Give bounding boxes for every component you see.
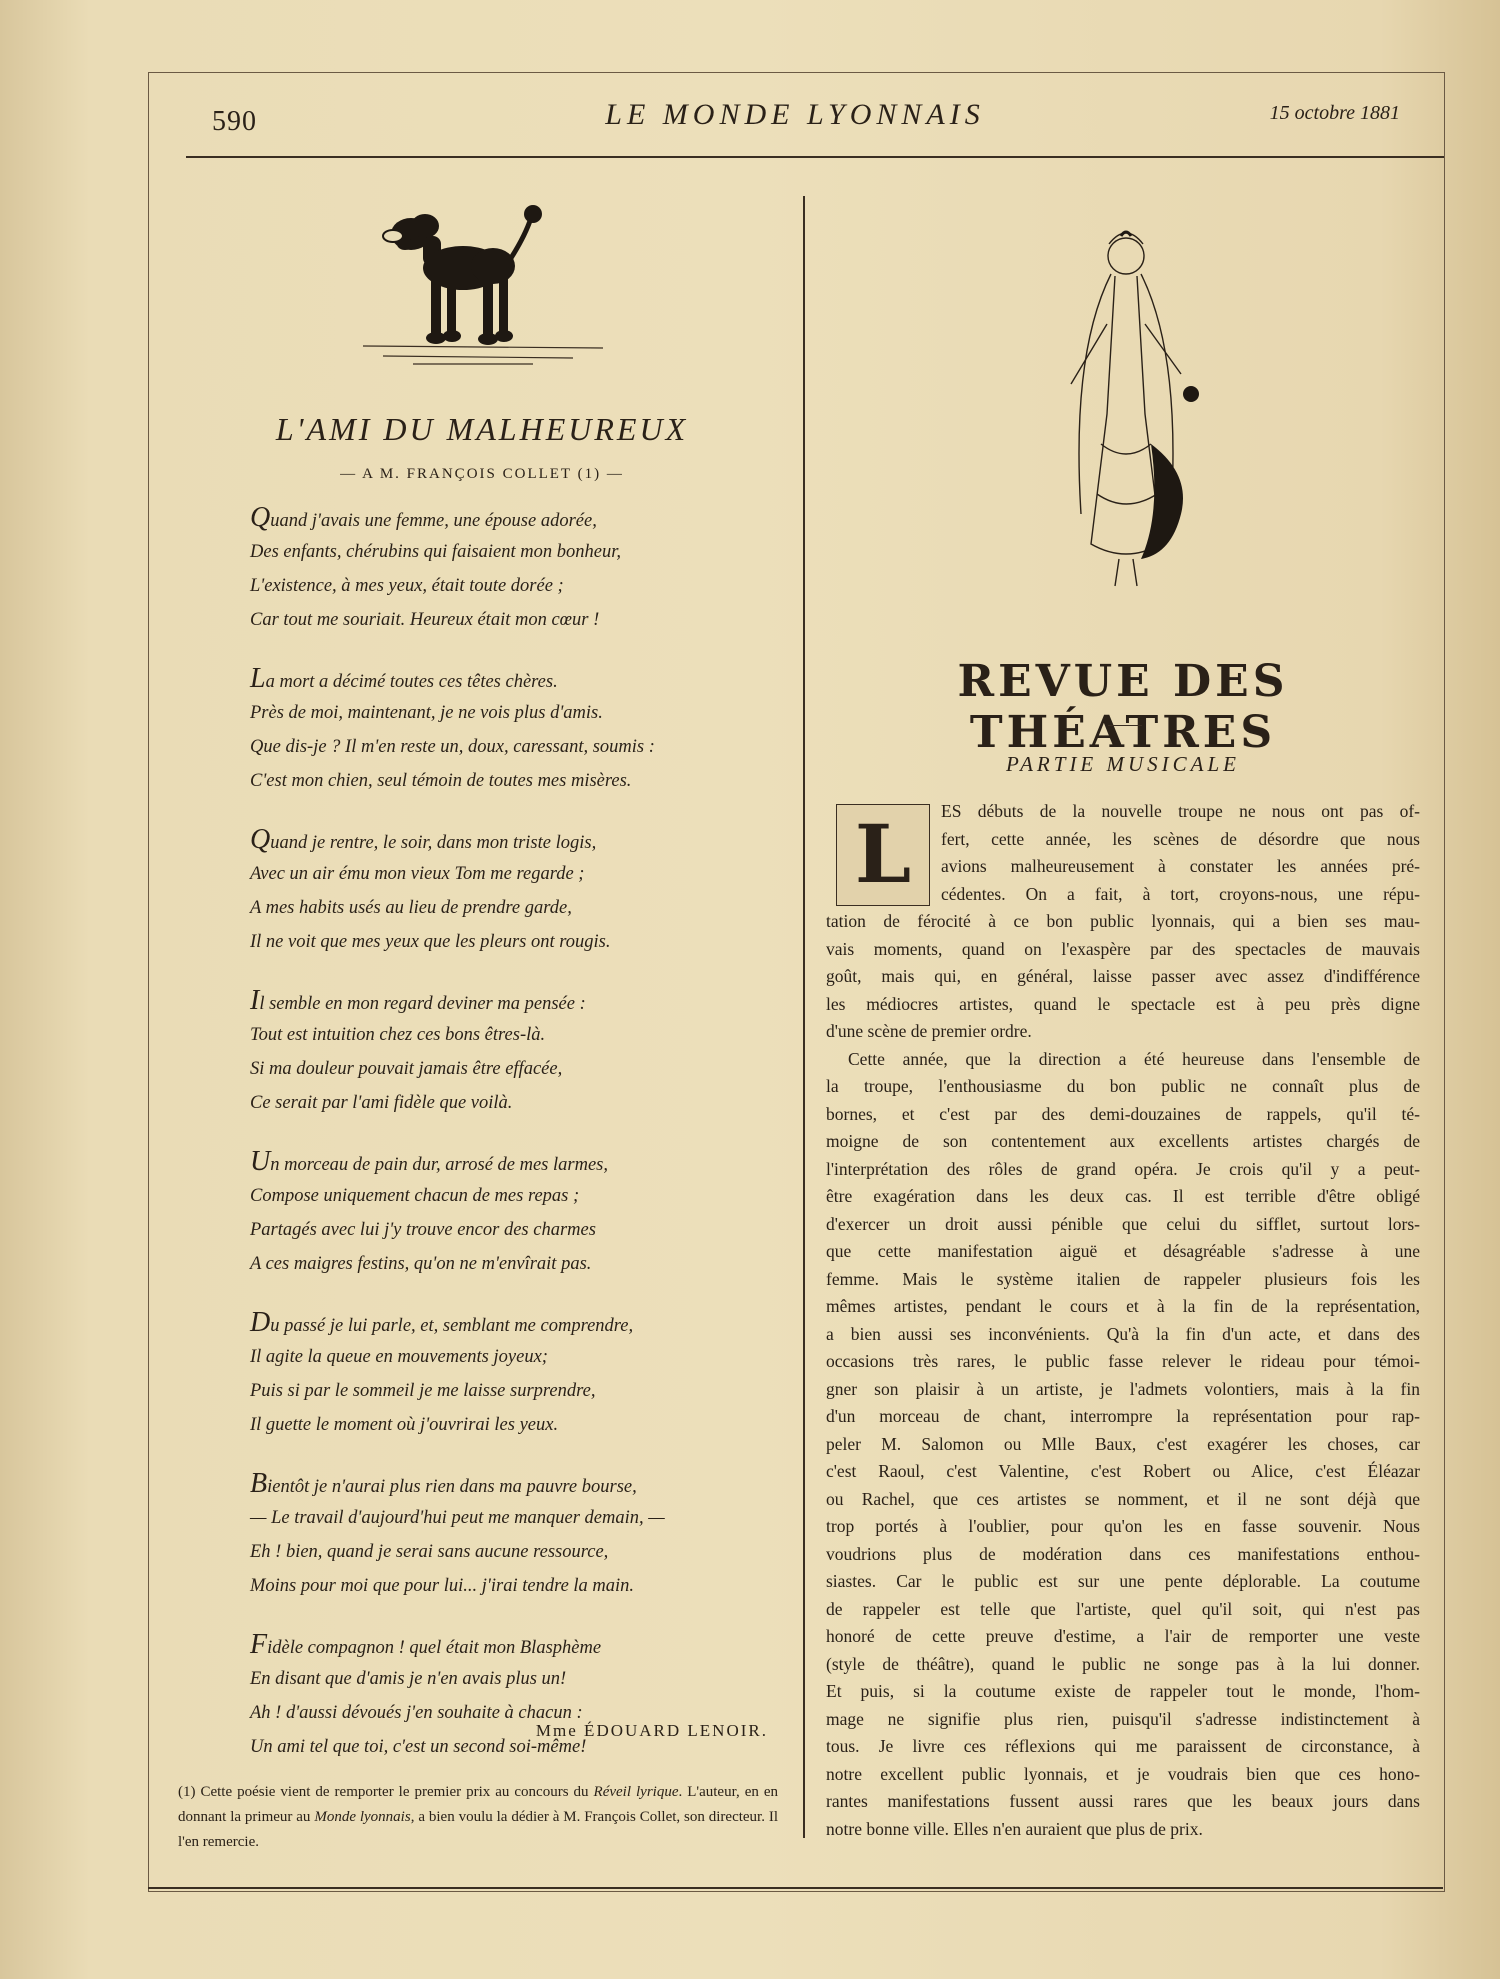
article-line: trop portés à l'oublier, pour qu'on les en fasse souvenir. Nous (826, 1516, 1420, 1536)
verse: Ah ! d'aussi dévoués j'en souhaite à chacun : (250, 1703, 583, 1723)
section-title: REVUE DES THÉATRES (957, 656, 1289, 758)
article-line: voudrions plus de modération dans ces manifestations enthou- (826, 1543, 1420, 1564)
poodle-illustration (353, 196, 613, 386)
article-line: tation de férocité à ce bon public lyonnais, qui a bien ses mau- (826, 911, 1420, 931)
article-line: être exagération dans les deux cas. Il est terrible d'être obligé (826, 1186, 1420, 1206)
verse: Car tout me souriait. Heureux était mon cœur ! (250, 610, 600, 630)
article-line: goût, mais qui, en général, laisse passer avec assez d'indifférence (826, 966, 1420, 986)
section-subtitle: PARTIE MUSICALE (1005, 752, 1241, 776)
verse: Quand j'avais une femme, une épouse adorée, (250, 502, 597, 533)
verse: Il agite la queue en mouvements joyeux; (250, 1347, 548, 1367)
article-line: femme. Mais le système italien de rappeler plusieurs fois les (826, 1268, 1420, 1289)
verse: C'est mon chien, seul témoin de toutes mes misères. (250, 771, 632, 791)
drop-cap-letter: L (854, 807, 912, 901)
verse: Ce serait par l'ami fidèle que voilà. (250, 1093, 513, 1113)
stanza (250, 662, 780, 798)
article-line: vais moments, quand on l'exaspère par des spectacles de mauvais (826, 938, 1420, 959)
article-line: d'exercer un droit aussi pénible que celui du sifflet, surtout lors- (826, 1213, 1420, 1234)
poem-dedication: — A M. FRANÇOIS COLLET (1) — (340, 466, 624, 482)
article-line: tous. Je livre ces réflexions qui me paraissent de circonstance, à (826, 1736, 1420, 1756)
stanza (250, 1628, 780, 1764)
article-line: cédentes. On a fait, à tort, croyons-nous, une répu- (941, 883, 1420, 904)
article-line: siastes. Car le public est sur une pente déplorable. La coutume (826, 1571, 1420, 1591)
verse: Compose uniquement chacun de mes repas ; (250, 1186, 580, 1206)
article-line: Et puis, si la coutume existe de rappeler tout le monde, l'hom- (826, 1681, 1420, 1701)
article-line: avions malheureusement à constater les années pré- (941, 856, 1420, 876)
verse: Partagés avec lui j'y trouve encor des charmes (250, 1220, 596, 1240)
bottom-rule (148, 1887, 1443, 1889)
verse: Bientôt je n'aurai plus rien dans ma pauvre bourse, (250, 1468, 637, 1499)
footnote-publication: Réveil lyrique (593, 1784, 679, 1800)
article-line: d'une scène de premier ordre. (826, 1021, 1032, 1041)
verse: La mort a décimé toutes ces têtes chères. (250, 663, 558, 694)
column-divider (803, 196, 805, 1838)
stanza (250, 823, 780, 959)
article-line: (style de théâtre), quand le public ne songe pas à la lui donner. (826, 1653, 1420, 1674)
issue-date: 15 octobre 1881 (1269, 102, 1400, 124)
stanza (250, 1145, 780, 1281)
article-line: fert, cette année, les scènes de désordre que nous (941, 828, 1420, 849)
verse: Avec un air ému mon vieux Tom me regarde ; (250, 864, 585, 884)
bride-illustration (1031, 214, 1221, 614)
verse: Près de moi, maintenant, je ne vois plus d'amis. (250, 703, 603, 723)
article-line: bornes, et c'est par des demi-douzaines de rappels, qu'il té- (826, 1103, 1420, 1124)
article-line: ES débuts de la nouvelle troupe ne nous ont pas of- (941, 801, 1420, 821)
verse: Tout est intuition chez ces bons êtres-là. (250, 1025, 546, 1045)
verse: Des enfants, chérubins qui faisaient mon bonheur, (250, 542, 622, 562)
header-rule (186, 156, 1444, 158)
article-line: c'est Raoul, c'est Valentine, c'est Robert ou Alice, c'est Éléazar (826, 1461, 1420, 1481)
article-line: ou Rachel, que ces artistes se nomment, et il ne sont déjà que (826, 1488, 1420, 1509)
verse: Il guette le moment où j'ouvrirai les yeux. (250, 1415, 559, 1435)
verse: L'existence, à mes yeux, était toute dorée ; (250, 576, 564, 596)
title-ornament (1108, 725, 1142, 726)
verse: Fidèle compagnon ! quel était mon Blasphème (250, 1629, 602, 1660)
footnote (178, 1780, 778, 1855)
article-line: Cette année, que la direction a été heureuse dans l'ensemble de (848, 1048, 1420, 1069)
verse: Moins pour moi que pour lui... j'irai tendre la main. (250, 1576, 635, 1596)
poem-body (250, 501, 780, 1789)
article-line: mage ne signifie plus rien, puisqu'il s'adresse indistinctement à (826, 1708, 1420, 1729)
poem-signature: Mme ÉDOUARD LENOIR. (535, 1721, 768, 1740)
verse: Du passé je lui parle, et, semblant me comprendre, (250, 1307, 634, 1338)
article-line: l'interprétation des rôles de grand opéra. Je crois qu'il y a peut- (826, 1158, 1420, 1179)
verse: Il ne voit que mes yeux que les pleurs ont rougis. (250, 932, 611, 952)
verse: Il semble en mon regard deviner ma pensée : (250, 985, 586, 1016)
article-line: que cette manifestation aiguë et désagréable s'adresse à une (826, 1241, 1420, 1261)
article-line: notre excellent public lyonnais, et je voudrais bien que ces hono- (826, 1763, 1420, 1784)
verse: — Le travail d'aujourd'hui peut me manquer demain, — (250, 1508, 665, 1528)
article-line: occasions très rares, le public fasse relever le rideau pour témoi- (826, 1351, 1420, 1371)
footnote-text: , a bien voulu la dédier à M. François Collet, son directeur. Il l'en remercie. (178, 1809, 779, 1850)
stanza (250, 501, 780, 637)
verse: Que dis-je ? Il m'en reste un, doux, caressant, soumis : (250, 737, 655, 757)
article-body (826, 798, 1420, 1843)
article-line: gner son plaisir à un artiste, je l'admets volontiers, mais à la fin (826, 1378, 1420, 1399)
article-line: rantes manifestations fussent aussi rares que les beaux jours dans (826, 1791, 1420, 1811)
article-line: moigne de son contentement aux excellents artistes chargés de (826, 1131, 1420, 1151)
page-number: 590 (212, 106, 257, 137)
footnote-text: (1) Cette poésie vient de remporter le premier prix au concours du (178, 1784, 594, 1800)
stanza (250, 984, 780, 1120)
article-line: a bien aussi ses inconvénients. Qu'à la fin d'un acte, et dans des (826, 1323, 1420, 1344)
page-header (150, 92, 1440, 152)
verse: A ces maigres festins, qu'on ne m'envîrait pas. (250, 1254, 592, 1274)
footnote-publication: Monde lyonnais (314, 1809, 411, 1825)
journal-title: LE MONDE LYONNAIS (605, 98, 985, 131)
stanza (250, 1306, 780, 1442)
verse: En disant que d'amis je n'en avais plus un! (250, 1669, 567, 1689)
poem-title: L'AMI DU MALHEUREUX (275, 411, 689, 447)
verse: Un morceau de pain dur, arrosé de mes larmes, (250, 1146, 608, 1177)
article-line: la troupe, l'enthousiasme du bon public ne connaît plus de (826, 1076, 1420, 1096)
article-line: honoré de cette preuve d'estime, a l'air de remporter une veste (826, 1626, 1420, 1646)
article-line: notre bonne ville. Elles n'en auraient que plus de prix. (826, 1818, 1203, 1839)
article-line: d'un morceau de chant, interrompre la représentation pour rap- (826, 1406, 1420, 1426)
verse: Un ami tel que toi, c'est un second soi-même! (250, 1737, 587, 1757)
article-line: mêmes artistes, pendant le cours et à la fin de la représentation, (826, 1296, 1420, 1316)
stanza (250, 1467, 780, 1603)
verse: Si ma douleur pouvait jamais être effacée, (250, 1059, 563, 1079)
article-line: peler M. Salomon ou Mlle Baux, c'est exagérer les choses, car (826, 1433, 1420, 1454)
verse: Puis si par le sommeil je me laisse surprendre, (250, 1381, 596, 1401)
verse: A mes habits usés au lieu de prendre garde, (250, 898, 572, 918)
article-line: de rappeler est telle que l'artiste, quel qu'il soit, qui n'est pas (826, 1598, 1420, 1619)
verse: Eh ! bien, quand je serai sans aucune ressource, (250, 1542, 609, 1562)
article-line: les médiocres artistes, quand le spectacle est à peu près digne (826, 993, 1420, 1014)
footnote-text: . L'auteur, en en donnant la primeur au (178, 1784, 779, 1825)
verse: Quand je rentre, le soir, dans mon triste logis, (250, 824, 597, 855)
